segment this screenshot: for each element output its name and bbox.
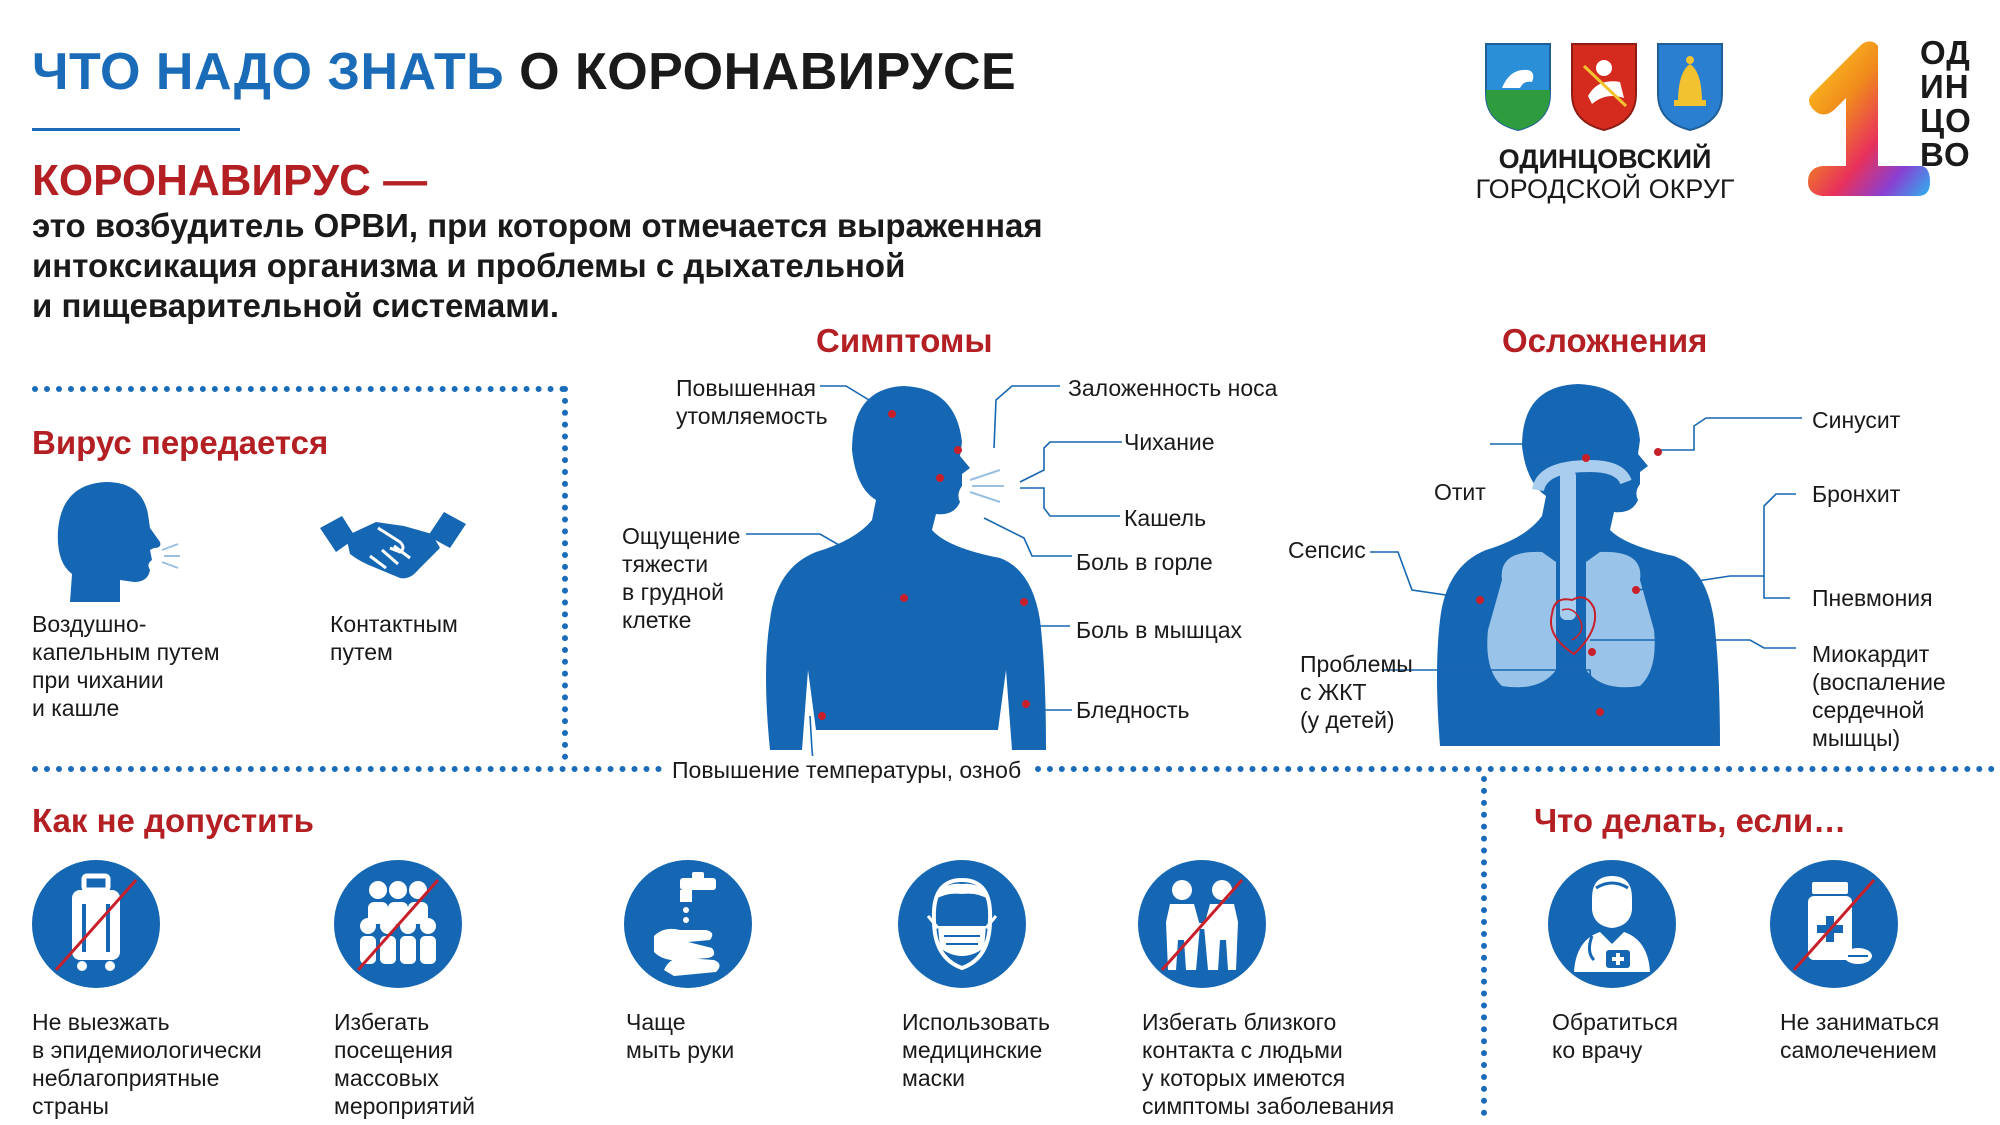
divider-transmission-right: [562, 386, 568, 760]
medicine-icon: [1770, 860, 1898, 988]
symptom-muscle-pain: Боль в мышцах: [1076, 617, 1243, 643]
page-title: [32, 42, 1016, 102]
transmission-airborne-label: Воздушно- капельным путем при чихании и кашле: [32, 611, 220, 721]
symptom-cough: Кашель: [1124, 505, 1207, 531]
action-item-medicine: [1770, 860, 1898, 988]
action-item-doctor: [1548, 860, 1676, 988]
divider-middle-left: [32, 766, 662, 772]
odintsovo-logo: [1800, 36, 1990, 201]
symptom-chest-heaviness: Ощущение тяжести в грудной клетке: [622, 523, 741, 633]
transmission-title: Вирус передается: [32, 424, 329, 461]
prevention-label-travel: Не выезжать в эпидемиологически неблагоприятные страны: [32, 1009, 262, 1119]
complications-title: Осложнения: [1502, 322, 1708, 359]
doctor-icon: [1548, 860, 1676, 988]
title-underline: [32, 128, 240, 131]
symptom-pallor: Бледность: [1076, 697, 1190, 723]
complication-pneumonia: Пневмония: [1812, 585, 1933, 611]
prevention-label-contact: Избегать близкого контакта с людьми у которых имеются симптомы заболевания: [1142, 1009, 1395, 1119]
complication-gi-problems: Проблемы с ЖКТ (у детей): [1300, 651, 1413, 733]
definition-term: КОРОНАВИРУС —: [32, 156, 428, 205]
prevention-label-crowds: Избегать посещения массовых мероприятий: [334, 1009, 475, 1119]
symptom-sneezing: Чихание: [1124, 429, 1215, 455]
prevention-item-handwash: [624, 860, 752, 988]
symptom-sore-throat: Боль в горле: [1076, 549, 1213, 575]
prevention-label-handwash: Чаще мыть руки: [626, 1009, 735, 1063]
prevention-label-mask: Использовать медицинские маски: [902, 1009, 1051, 1091]
prevention-item-crowds: [334, 860, 462, 988]
transmission-contact-label: Контактным путем: [330, 611, 458, 665]
handshake-people-icon: [1138, 860, 1266, 988]
prevention-item-travel: [32, 860, 160, 988]
complication-myocarditis: Миокардит (воспаление сердечной мышцы): [1812, 641, 1946, 751]
symptoms-title: Симптомы: [816, 322, 993, 359]
symptom-fatigue: Повышенная утомляемость: [676, 375, 828, 429]
crowd-icon: [334, 860, 462, 988]
prevention-item-mask: [898, 860, 1026, 988]
handwash-icon: [624, 860, 752, 988]
symptom-fever: Повышение температуры, озноб: [668, 756, 1025, 784]
complication-sepsis: Сепсис: [1288, 537, 1366, 563]
complication-bronchitis: Бронхит: [1812, 481, 1901, 507]
coat-of-arms-icons: [1480, 38, 1740, 133]
handshake-icon: [320, 508, 466, 588]
coat-of-arms-group: [1480, 38, 1740, 133]
divider-actions-left: [1481, 776, 1487, 1116]
title-rest: О КОРОНАВИРУСЕ: [519, 43, 1017, 101]
complication-otitis: Отит: [1434, 479, 1486, 505]
actions-title: Что делать, если…: [1534, 802, 1847, 839]
title-highlight: ЧТО НАДО ЗНАТЬ: [32, 43, 505, 101]
divider-transmission-top: [32, 386, 566, 392]
logo-numeral-one: [1800, 36, 1930, 201]
prevention-title: Как не допустить: [32, 802, 314, 839]
suitcase-icon: [32, 860, 160, 988]
complication-sinusitis: Синусит: [1812, 407, 1901, 433]
action-label-medicine: Не заниматься самолечением: [1780, 1009, 1940, 1063]
logo-text: ОД ИН ЦО ВО: [1920, 34, 1972, 173]
person-profile-icon: [50, 478, 180, 602]
district-name: ОДИНЦОВСКИЙ ГОРОДСКОЙ ОКРУГ: [1475, 144, 1735, 204]
prevention-item-contact: [1138, 860, 1266, 988]
symptom-nasal-congestion: Заложенность носа: [1068, 375, 1278, 401]
mask-icon: [898, 860, 1026, 988]
definition-text: это возбудитель ОРВИ, при котором отмечается выраженная интоксикация организма и проблемы с дыхательной и пищеварительной системами.: [32, 207, 1043, 324]
action-label-doctor: Обратиться ко врачу: [1552, 1009, 1678, 1063]
